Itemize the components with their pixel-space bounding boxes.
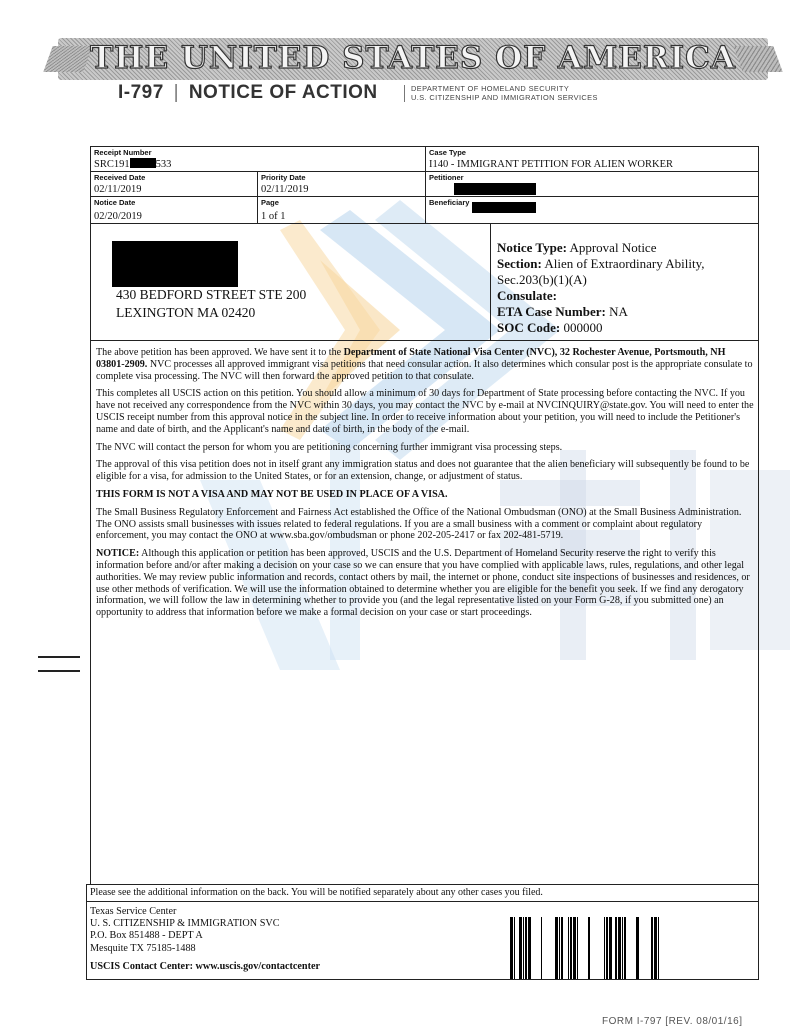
service-center-line-3: P.O. Box 851488 - DEPT A (90, 930, 203, 942)
barcode-bar (636, 917, 639, 979)
form-name: NOTICE OF ACTION (188, 82, 378, 103)
redaction (130, 158, 156, 168)
receipt-number-label: Receipt Number (94, 148, 152, 157)
bottom-left-border (86, 884, 87, 980)
bottom-right-border (758, 884, 759, 980)
priority-date-label: Priority Date (261, 173, 306, 182)
paragraph-notice: NOTICE: Although this application or petition has been approved, USCIS and the U.S. Department of Homeland Security reserve the right to verify this information before and/or after making a decision on your case so we can ensure that you have complied with applicable laws, rules, regulations, and other legal authorities. We may review public information and records, contact others by mail, the internet or phone, conduct site inspections of businesses and residences, or use other methods of verification. We will use the information obtained to determine whether you are eligible for the benefit you seek. If we find any derogatory information, we will follow the law in determining whether to provide you (and the legal representative listed on your Form G-28, if you submitted one) an opportunity to address that information before we make a formal decision on your case or start proceedings. (96, 548, 750, 619)
barcode-bar (658, 917, 659, 979)
see-back-note: Please see the additional information on the back. You will be notified separately about any other cases you filed. (90, 887, 543, 898)
received-date-label: Received Date (94, 173, 146, 182)
paragraph-nvc: The above petition has been approved. We have sent it to the Department of State National Visa Center (NVC), 32 Rochester Avenue, Portsmouth, NH 03801-2909. NVC processes all approved immigrant visa petitions that need consular action. It also determines which consular post is the appropriate consulate to complete visa processing. The NVC will then forward the approved petition to that consulate. (96, 347, 753, 382)
paragraph-completes: This completes all USCIS action on this petition. You should allow a minimum of 30 days for Department of State processing before contacting the NVC. If you have not received any correspondence from the NVC within 30 days, you may contact the NVC by e-mail at NVCINQUIRY@state.gov. You will need to enter the USCIS receipt number from this approval notice in the subject line. In order to receive information about your petition, you will need to include the Petitioner's name and date of birth, and the Applicant's name and date of birth, in the body of the e-mail. (96, 388, 754, 435)
received-date-cell (90, 171, 258, 197)
section-divider (90, 340, 759, 341)
department-line-1: DEPARTMENT OF HOMELAND SECURITY (411, 84, 570, 93)
barcode-bar (519, 917, 522, 979)
barcode-bar (523, 917, 524, 979)
body-left-border (90, 340, 91, 885)
form-title-separator: | (173, 82, 180, 103)
department-line-2: U.S. CITIZENSHIP AND IMMIGRATION SERVICES (411, 92, 598, 102)
page-value: 1 of 1 (261, 211, 286, 222)
mailing-address (116, 286, 306, 322)
case-type-value: I140 - IMMIGRANT PETITION FOR ALIEN WORKER (429, 159, 674, 170)
paragraph-small-business: The Small Business Regulatory Enforcement and Fairness Act established the Office of the National Ombudsman (ONO) at the Small Business Administration. The ONO assists small businesses with issues related to federal regulations. If you are a small business with a comment or complaint about regulatory enforcement, you may contact the ONO at www.sba.gov/ombudsman or phone 202-205-2417 or fax 202-481-5719. (96, 506, 742, 542)
eta-case-number-row: ETA Case Number: NA (497, 304, 628, 319)
header-banner (58, 38, 768, 80)
barcode-bar (570, 917, 572, 979)
consulate-row: Consulate: (497, 288, 557, 303)
notice-date-label: Notice Date (94, 198, 136, 207)
page-cell (257, 196, 426, 224)
barcode-bar (525, 917, 527, 979)
barcode-bar (609, 917, 612, 979)
see-back-top-border (86, 884, 759, 885)
barcode-bar (588, 917, 590, 979)
margin-mark (38, 656, 80, 658)
barcode-bar (577, 917, 578, 979)
notice-body (96, 347, 756, 625)
beneficiary-cell (425, 196, 759, 224)
barcode-bar (541, 917, 542, 979)
barcode (510, 917, 662, 979)
barcode-bar (510, 917, 513, 979)
barcode-bar (654, 917, 657, 979)
beneficiary-redaction (472, 202, 536, 213)
service-center-address (90, 906, 320, 973)
left-border (90, 223, 91, 341)
priority-date-value: 02/11/2019 (261, 184, 309, 195)
beneficiary-label: Beneficiary (429, 198, 470, 207)
barcode-bar (624, 917, 626, 979)
petitioner-label: Petitioner (429, 173, 464, 182)
right-border (758, 223, 759, 341)
barcode-bar (606, 917, 608, 979)
see-back-bottom-border (86, 901, 759, 902)
barcode-bar (573, 917, 576, 979)
notice-date-value: 02/20/2019 (94, 211, 142, 222)
barcode-bar (561, 917, 563, 979)
body-right-border (758, 340, 759, 885)
notice-info (497, 240, 705, 336)
received-date-value: 02/11/2019 (94, 184, 142, 195)
soc-code-row: SOC Code: 000000 (497, 320, 603, 335)
bottom-border (86, 979, 759, 980)
address-line-1: 430 BEDFORD STREET STE 200 (116, 287, 307, 302)
petitioner-redaction (454, 183, 536, 195)
section-row: Section: Alien of Extraordinary Ability, (497, 256, 705, 271)
name-redaction (112, 241, 238, 287)
barcode-bar (528, 917, 531, 979)
receipt-number-value: SRC191 533 (94, 159, 172, 170)
barcode-bar (618, 917, 621, 979)
contact-center: USCIS Contact Center: www.uscis.gov/contactcenter (90, 960, 321, 972)
paragraph-nvc-contact: The NVC will contact the person for whom you are petitioning concerning further immigrant visa processing steps. (96, 441, 563, 453)
case-type-label: Case Type (429, 148, 466, 157)
banner-text: THE UNITED STATES OF AMERICA (90, 40, 736, 76)
barcode-bar (555, 917, 558, 979)
service-center-line-1: Texas Service Center (90, 906, 177, 917)
case-type-cell (425, 146, 759, 172)
priority-date-cell (257, 171, 426, 197)
form-revision: FORM I-797 [REV. 08/01/16] (602, 1016, 743, 1027)
service-center-line-4: Mesquite TX 75185-1488 (90, 942, 196, 954)
barcode-bar (604, 917, 605, 979)
receipt-number-cell (90, 146, 426, 172)
barcode-bar (622, 917, 623, 979)
form-title (118, 82, 378, 104)
form-code: I-797 (118, 82, 164, 103)
info-divider (490, 223, 491, 341)
paragraph-approval: The approval of this visa petition does not in itself grant any immigration status and does not guarantee that the alien beneficiary will subsequently be found to be eligible for a visa, for admission to the United States, or for an extension, change, or adjustment of status. (96, 459, 750, 483)
department-heading (404, 85, 598, 102)
page-label: Page (261, 198, 279, 207)
barcode-bar (559, 917, 560, 979)
paragraph-not-visa: THIS FORM IS NOT A VISA AND MAY NOT BE USED IN PLACE OF A VISA. (96, 488, 448, 500)
barcode-bar (568, 917, 569, 979)
petitioner-cell (425, 171, 759, 197)
barcode-bar (514, 917, 515, 979)
barcode-bar (615, 917, 617, 979)
address-line-2: LEXINGTON MA 02420 (116, 305, 256, 320)
service-center-line-2: U. S. CITIZENSHIP & IMMIGRATION SVC (90, 918, 280, 930)
section-row-cont: Sec.203(b)(1)(A) (497, 272, 587, 287)
notice-date-cell (90, 196, 258, 224)
margin-mark (38, 670, 80, 672)
notice-type-row: Notice Type: Approval Notice (497, 240, 657, 255)
barcode-bar (651, 917, 653, 979)
